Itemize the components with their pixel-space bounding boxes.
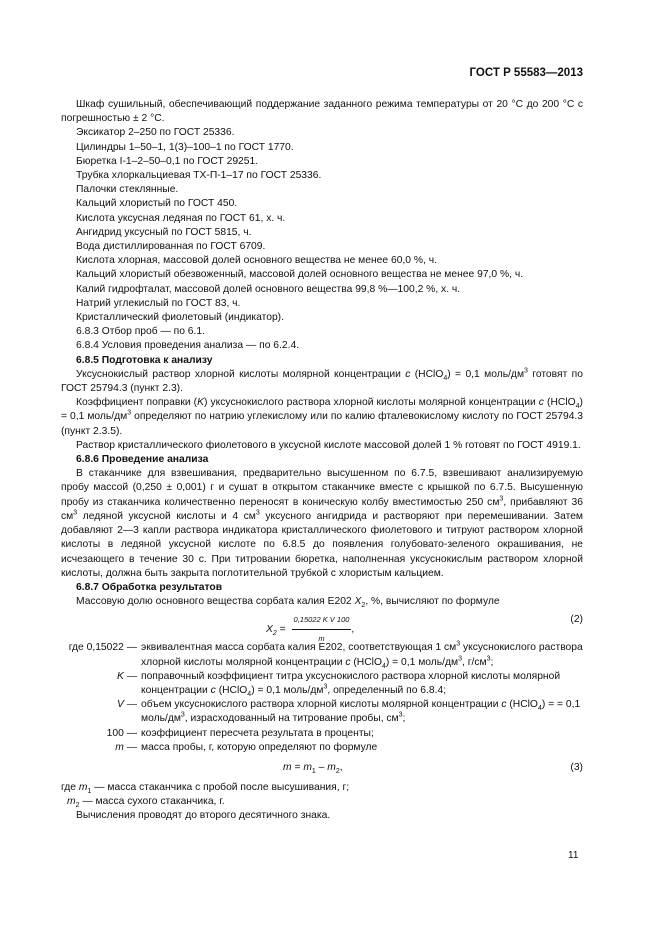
definition-text: объем уксуснокислого раствора хлорной кислоты молярной концентрации с (HClO$_4$) = = 0,1 моль/$дм^3$, израсходованный на титрование пробы, $см^3$; [141, 699, 581, 725]
formula-fraction: $\frac{\text{0,15022 K V 100}}{m}$ [293, 615, 350, 643]
equipment-line: Трубка хлоркальциевая ТХ-П-1–17 по ГОСТ 25336. [76, 170, 322, 182]
definition-text: эквивалентная масса сорбата калия E202, соответствующая 1 $см^3$ уксуснокислого раствора хлорной кислоты молярной концентрации с (HClO$_4$) = 0,1 моль/$дм^3$, $г/см^3$; [141, 640, 583, 670]
paragraph: Уксуснокислый раствор хлорной кислоты молярной концентрации с (HClO$_4$) = 0,1 моль/$дм^3$ готовят по ГОСТ 25794.3 (пункт 2.3). [61, 367, 583, 395]
definition-text: поправочный коэффициент титра уксуснокислого раствора хлорной кислоты молярной концентрации с (HClO$_4$) = 0,1 моль/$дм^3$, определенный по 6.8.4; [141, 670, 561, 698]
formula-number: (3) [570, 761, 583, 773]
definition-term: где 0,15022 — [68, 642, 137, 654]
formula-number: (2) [570, 614, 583, 626]
section-heading-6-8-6: 6.8.6 Проведение анализа [76, 454, 209, 466]
reagent-line: Калий гидрофталат, массовой долей основного вещества 99,8 %—100,2 %, х. ч. [76, 283, 461, 295]
equipment-line: Шкаф сушильный, обеспечивающий поддержание заданного режима температуры от 20 °С до 200 °С с погрешностью ± 2 °С. [61, 99, 583, 125]
document-header: ГОСТ Р 55583—2013 [469, 67, 583, 79]
final-note: Вычисления проводят до второго десятичного знака. [76, 810, 331, 822]
paragraph: Коэффициент поправки (K) уксуснокислого раствора хлорной кислоты молярной концентрации с (HClO$_4$) = 0,1 моль/$дм^3$ определяют по натрию углекислому или по калию фталевокислому кислоту по ГОСТ 25794.3 (пункт 2.3.5). [61, 397, 584, 437]
formula-3: $m = m_1 - m_2$, (3) [283, 761, 583, 775]
equipment-line: Палочки стеклянные. [76, 184, 179, 196]
reagent-line: Кальций хлористый обезвоженный, массовой долей основного вещества не менее 97,0 %, ч. [76, 269, 524, 281]
formula-definitions [61, 641, 583, 755]
reagent-line: Кислота хлорная, массовой долей основного вещества не менее 60,0 %, ч. [76, 255, 437, 267]
page-number: 11 [568, 850, 579, 861]
reagent-line: Кальций хлористый по ГОСТ 450. [76, 198, 238, 210]
definition-term: m — [115, 741, 137, 753]
where-line: $m_2$ — масса сухого стаканчика, г. [67, 796, 225, 810]
formula-2: $X_2$ = $\frac{\text{0,15022 K V 100}}{m}$ , (2) [61, 609, 583, 641]
equipment-line: Бюретка I-1–2–50–0,1 по ГОСТ 29251. [76, 155, 259, 167]
section-heading-6-8-7: 6.8.7 Обработка результатов [76, 581, 223, 593]
paragraph: Массовую долю основного вещества сорбата калия E202 $X_2$, %, вычисляют по формуле [76, 596, 500, 610]
reagent-line: Кислота уксусная ледяная по ГОСТ 61, х. ч. [76, 212, 286, 224]
reagent-line: Натрий углекислый по ГОСТ 83, ч. [76, 297, 241, 309]
reagent-line: Кристаллический фиолетовый (индикатор). [76, 312, 284, 324]
where-line: где $m_1$ — масса стаканчика с пробой после высушивания, г; [61, 781, 350, 795]
definition-term: 100 — [106, 727, 137, 739]
document-body [61, 98, 583, 824]
definition-text: коэффициент пересчета результата в проценты; [141, 727, 374, 739]
clause-6-8-3: 6.8.3 Отбор проб — по 6.1. [76, 326, 205, 338]
reagent-line: Ангидрид уксусный по ГОСТ 5815, ч. [76, 226, 252, 238]
definition-term: K — [116, 670, 137, 682]
definition-term: V — [116, 699, 137, 711]
section-heading-6-8-5: 6.8.5 Подготовка к анализу [76, 354, 213, 366]
equipment-line: Цилиндры 1–50–1, 1(3)–100–1 по ГОСТ 1770. [76, 141, 294, 153]
paragraph: Раствор кристаллического фиолетового в уксусной кислоте массовой долей 1 % готовят по ГОСТ 4919.1. [76, 439, 581, 451]
clause-6-8-4: 6.8.4 Условия проведения анализа — по 6.2.4. [76, 340, 300, 352]
definition-text: масса пробы, г, которую определяют по формуле [141, 741, 378, 753]
equipment-line: Эксикатор 2–250 по ГОСТ 25336. [76, 127, 235, 139]
reagent-line: Вода дистиллированная по ГОСТ 6709. [76, 241, 266, 253]
paragraph: В стаканчике для взвешивания, предварительно высушенном по 6.7.5, взвешивают анализируемую пробу массой (0,250 ± 0,001) г и сушат в открытом стаканчике вместе с крышкой по 6.7.5. Высушенную пробу из стаканчика количественно переносят в коническую колбу вместимостью 250 $см^3$, прибавляют 36 $см^3$ ледяной уксусной кислоты и 4 $см^3$ уксусного ангидрида и растворяют при перемешивании. Затем добавляют 2—3 капли раствора индикатора кристаллического фиолетового и титруют раствором хлорной кислоты в ледяной уксусной кислоте по 6.8.5 до появления голубовато-зеленого окрашивания, не исчезающего в течение 30 с. При титровании бюретка, наполненная уксуснокислым раствором хлорной кислоты, должна быть закрыта поглотительной трубкой с хлористым кальцием. [61, 468, 583, 579]
